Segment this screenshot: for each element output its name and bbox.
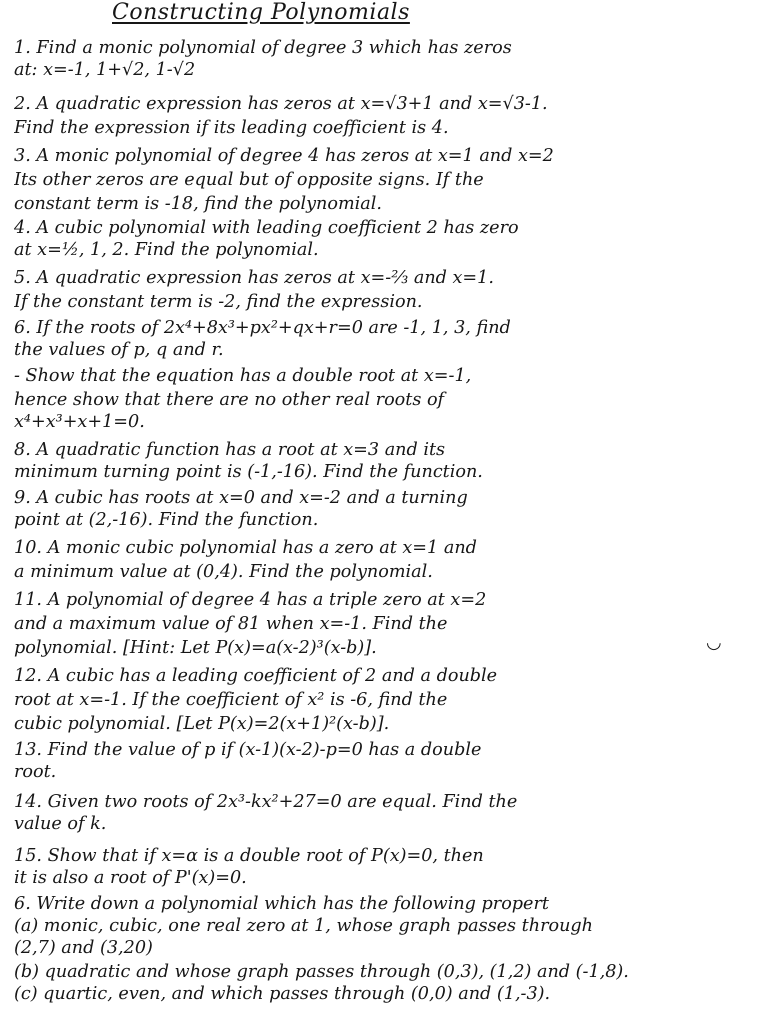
q14-line-2: value of k. xyxy=(14,814,107,834)
q3-line-1: 3. A monic polynomial of degree 4 has zeros at x=1 and x=2 xyxy=(14,146,554,166)
q16-part-a-line-2: (2,7) and (3,20) xyxy=(14,938,153,958)
q5-line-1: 5. A quadratic expression has zeros at x=-⅔ and x=1. xyxy=(14,268,494,288)
q16-line-1: 6. Write down a polynomial which has the following propert xyxy=(14,894,549,914)
q8-line-1: 8. A quadratic function has a root at x=3 and its xyxy=(14,440,446,460)
q11-line-1: 11. A polynomial of degree 4 has a triple zero at x=2 xyxy=(14,590,487,610)
page-title: Constructing Polynomials xyxy=(112,0,410,25)
q6-line-1: 6. If the roots of 2x⁴+8x³+px²+qx+r=0 are -1, 1, 3, find xyxy=(14,318,511,338)
q3-line-2: Its other zeros are equal but of opposite signs. If the xyxy=(14,170,484,190)
q11-line-3: polynomial. [Hint: Let P(x)=a(x-2)³(x-b)]. xyxy=(14,638,377,658)
q16-part-a-line-1: (a) monic, cubic, one real zero at 1, whose graph passes through xyxy=(14,916,593,936)
q1-line-1: 1. Find a monic polynomial of degree 3 which has zeros xyxy=(14,38,512,58)
q13-line-2: root. xyxy=(14,762,57,782)
q6-line-2: the values of p, q and r. xyxy=(14,340,224,360)
q16-part-c: (c) quartic, even, and which passes through (0,0) and (1,-3). xyxy=(14,984,551,1004)
q7-line-1: - Show that the equation has a double root at x=-1, xyxy=(14,366,472,386)
q15-line-1: 15. Show that if x=α is a double root of P(x)=0, then xyxy=(14,846,484,866)
q9-line-1: 9. A cubic has roots at x=0 and x=-2 and a turning xyxy=(14,488,468,508)
q15-line-2: it is also a root of P'(x)=0. xyxy=(14,868,247,888)
q12-line-3: cubic polynomial. [Let P(x)=2(x+1)²(x-b)]. xyxy=(14,714,390,734)
q3-line-3: constant term is -18, find the polynomial. xyxy=(14,194,382,214)
q12-line-1: 12. A cubic has a leading coefficient of 2 and a double xyxy=(14,666,498,686)
q2-line-2: Find the expression if its leading coefficient is 4. xyxy=(14,118,449,138)
q12-line-2: root at x=-1. If the coefficient of x² is -6, find the xyxy=(14,690,448,710)
q1-line-2: at: x=-1, 1+√2, 1-√2 xyxy=(14,60,196,80)
q13-line-1: 13. Find the value of p if (x-1)(x-2)-p=0 has a double xyxy=(14,740,482,760)
q10-line-2: a minimum value at (0,4). Find the polynomial. xyxy=(14,562,433,582)
margin-tick-mark: ◡ xyxy=(706,632,722,653)
q4-line-1: 4. A cubic polynomial with leading coefficient 2 has zero xyxy=(14,218,519,238)
q2-line-1: 2. A quadratic expression has zeros at x=√3+1 and x=√3-1. xyxy=(14,94,548,114)
q14-line-1: 14. Given two roots of 2x³-kx²+27=0 are equal. Find the xyxy=(14,792,518,812)
q8-line-2: minimum turning point is (-1,-16). Find the function. xyxy=(14,462,483,482)
q11-line-2: and a maximum value of 81 when x=-1. Find the xyxy=(14,614,448,634)
q4-line-2: at x=½, 1, 2. Find the polynomial. xyxy=(14,240,319,260)
q7-line-3: x⁴+x³+x+1=0. xyxy=(14,412,145,432)
q7-line-2: hence show that there are no other real roots of xyxy=(14,390,445,410)
q16-part-b: (b) quadratic and whose graph passes through (0,3), (1,2) and (-1,8). xyxy=(14,962,629,982)
q9-line-2: point at (2,-16). Find the function. xyxy=(14,510,319,530)
q5-line-2: If the constant term is -2, find the expression. xyxy=(14,292,423,312)
q10-line-1: 10. A monic cubic polynomial has a zero at x=1 and xyxy=(14,538,477,558)
